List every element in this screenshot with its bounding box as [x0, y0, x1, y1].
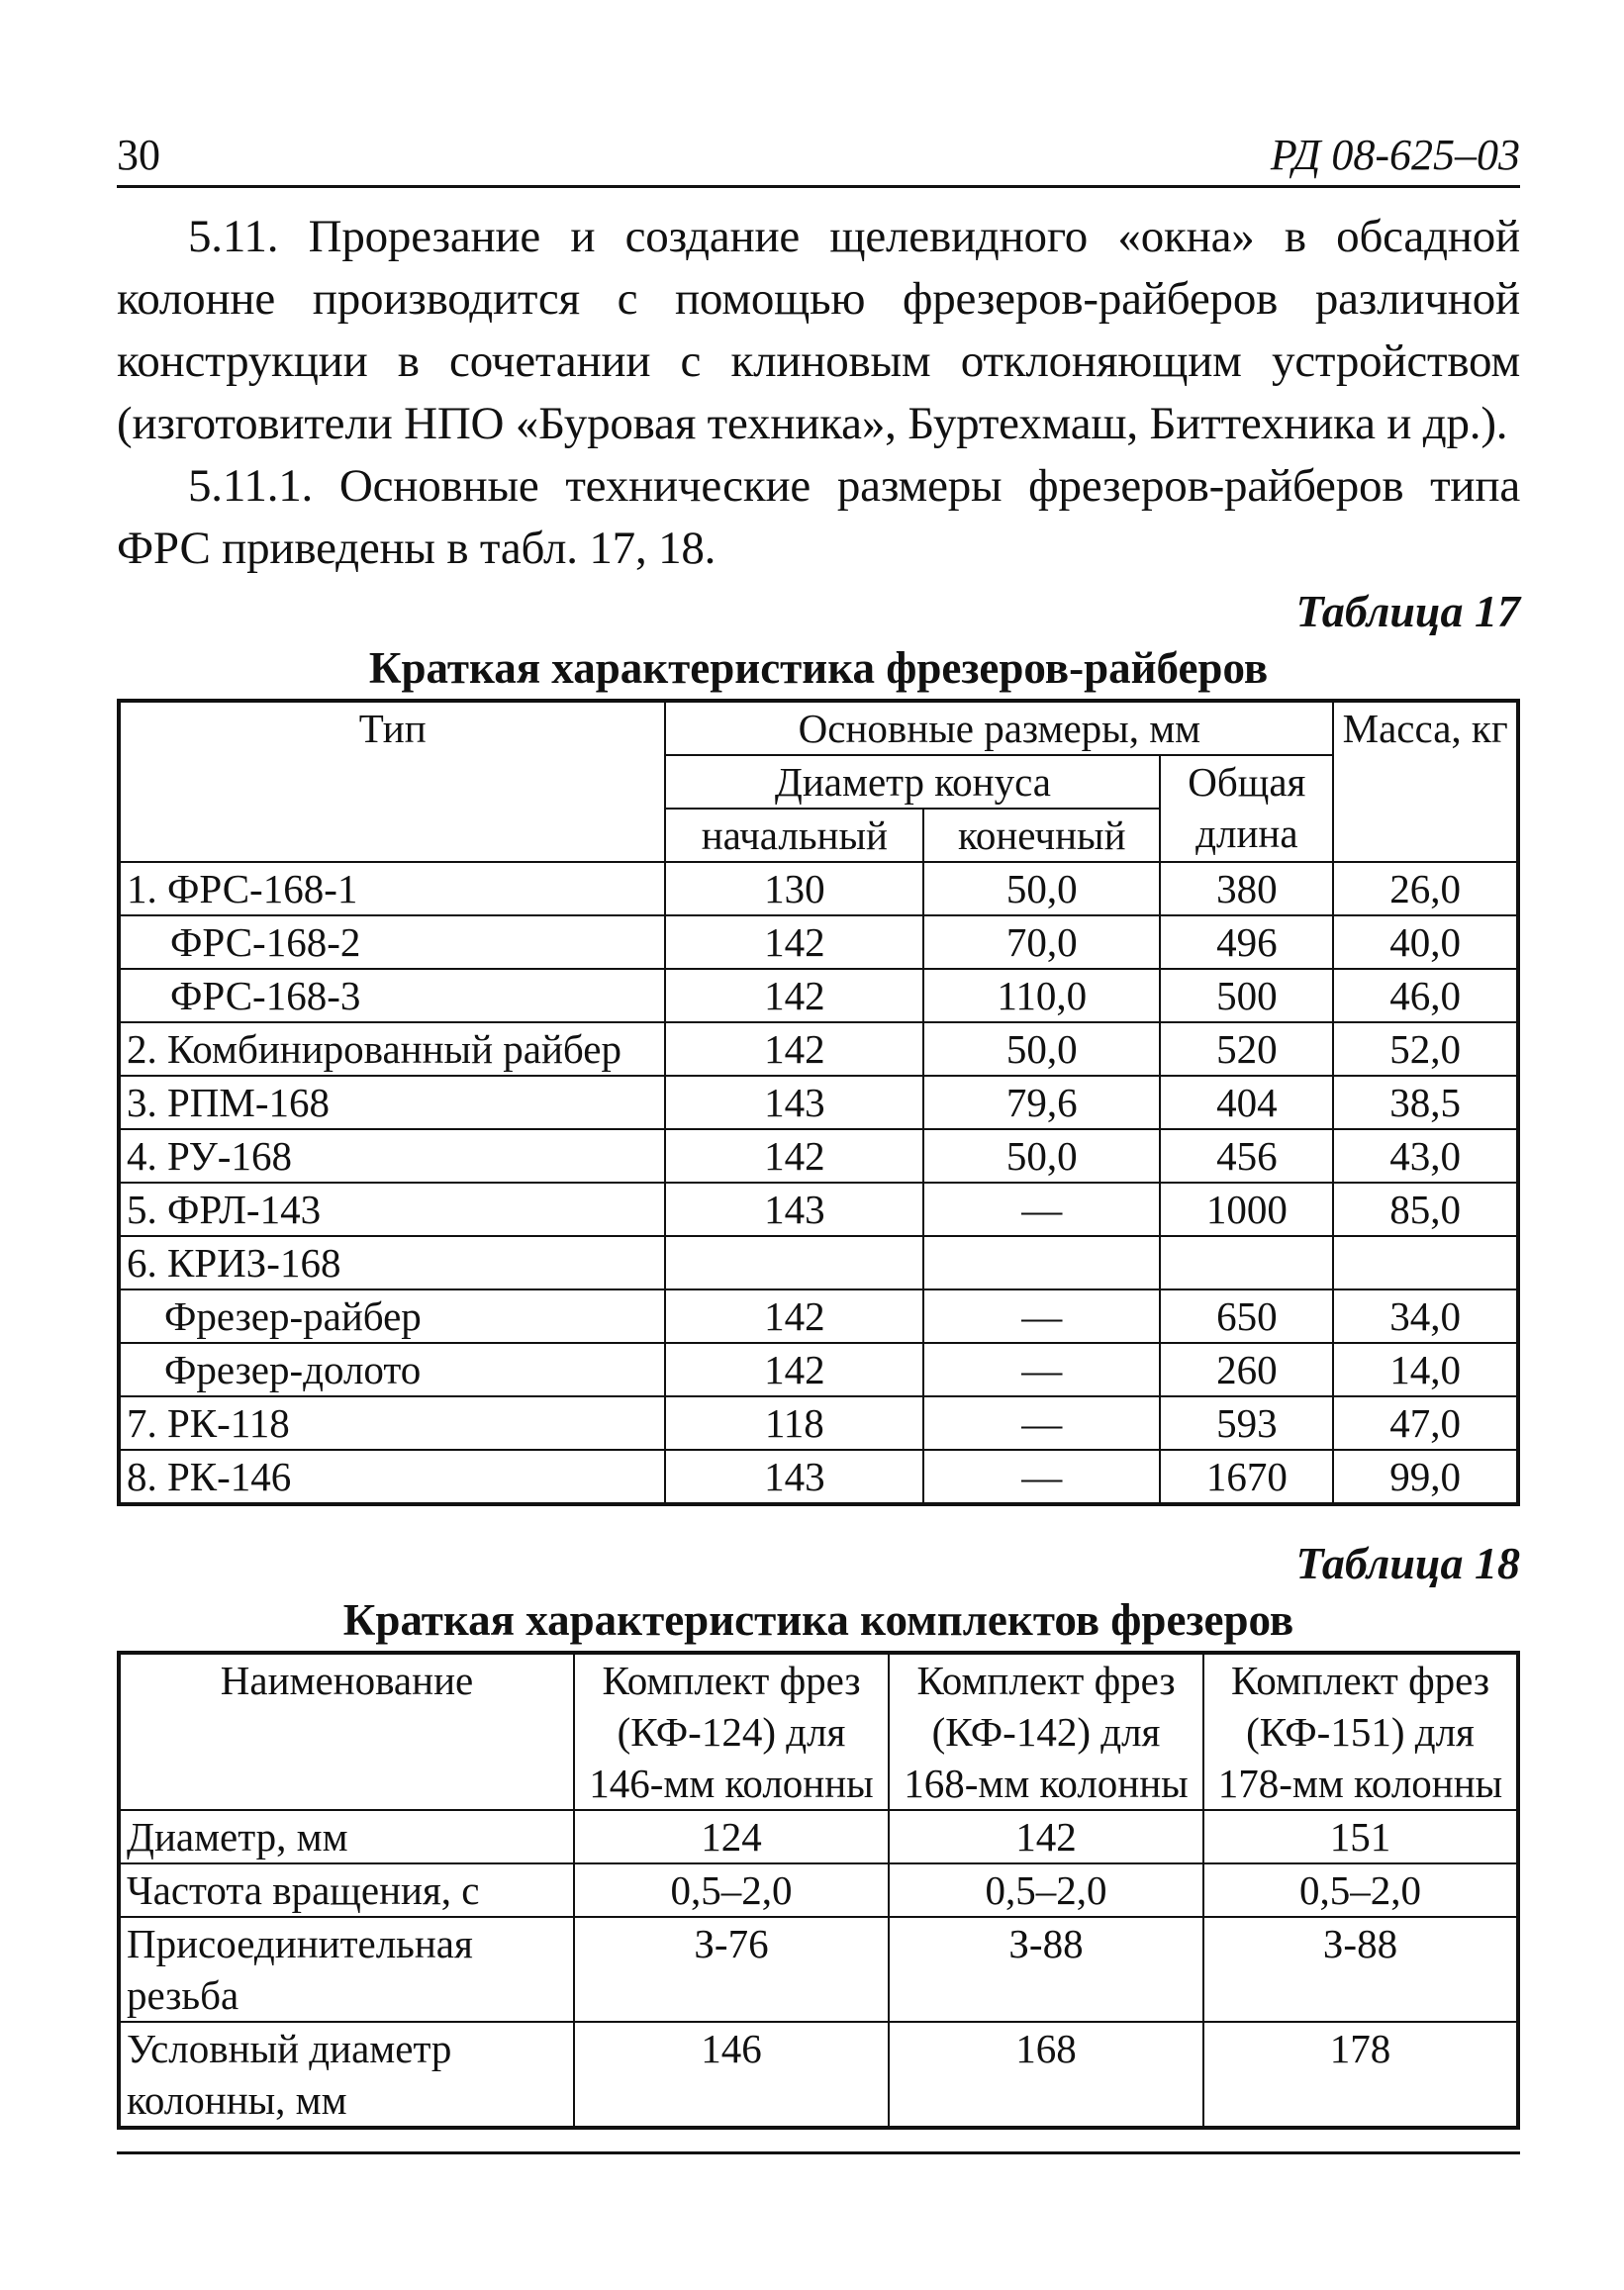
row-name: 5. ФРЛ-143	[119, 1183, 665, 1236]
cell-length: 650	[1160, 1289, 1333, 1343]
cell-final: —	[923, 1343, 1160, 1396]
cell-mass: 99,0	[1333, 1450, 1518, 1504]
table-18	[117, 1651, 1520, 2130]
table-row	[119, 1396, 1518, 1450]
table-row	[119, 1289, 1518, 1343]
header-kit-3: Комплект фрез (КФ-151) для 178-мм колонны	[1203, 1653, 1518, 1810]
cell-kit-1: 0,5–2,0	[574, 1863, 889, 1917]
table-row	[119, 1863, 1518, 1917]
header-cone-diameter: Диаметр конуса	[665, 755, 1160, 809]
cell-mass	[1333, 1236, 1518, 1289]
row-name: 3. РПМ-168	[119, 1076, 665, 1129]
cell-initial: 142	[665, 1022, 923, 1076]
cell-initial: 142	[665, 969, 923, 1022]
cell-mass: 26,0	[1333, 862, 1518, 915]
row-name: Фрезер-долото	[119, 1343, 665, 1396]
table-row	[119, 1076, 1518, 1129]
cell-final	[923, 1236, 1160, 1289]
cell-kit-1: 146	[574, 2022, 889, 2128]
cell-mass: 40,0	[1333, 915, 1518, 969]
cell-kit-3: З-88	[1203, 1917, 1518, 2022]
cell-length: 496	[1160, 915, 1333, 969]
cell-mass: 14,0	[1333, 1343, 1518, 1396]
document-id: РД 08-625–03	[1270, 131, 1520, 179]
cell-final: 110,0	[923, 969, 1160, 1022]
cell-kit-2: З-88	[889, 1917, 1203, 2022]
cell-length: 456	[1160, 1129, 1333, 1183]
table-row	[119, 915, 1518, 969]
cell-initial: 143	[665, 1183, 923, 1236]
row-name: 2. Комбинированный райбер	[119, 1022, 665, 1076]
table-row	[119, 1129, 1518, 1183]
header-kit-1: Комплект фрез (КФ-124) для 146-мм колонны	[574, 1653, 889, 1810]
page-number: 30	[117, 131, 160, 179]
cell-initial: 142	[665, 1343, 923, 1396]
cell-length: 520	[1160, 1022, 1333, 1076]
cell-mass: 46,0	[1333, 969, 1518, 1022]
row-name: Фрезер-райбер	[119, 1289, 665, 1343]
cell-initial: 118	[665, 1396, 923, 1450]
cell-final: 50,0	[923, 1022, 1160, 1076]
row-name: 7. РК-118	[119, 1396, 665, 1450]
cell-kit-2: 168	[889, 2022, 1203, 2128]
table-row	[119, 1810, 1518, 1863]
cell-mass: 47,0	[1333, 1396, 1518, 1450]
cell-initial	[665, 1236, 923, 1289]
table-row	[119, 1917, 1518, 2022]
cell-final: 50,0	[923, 862, 1160, 915]
row-name: 4. РУ-168	[119, 1129, 665, 1183]
table-18-title: Краткая характеристика комплектов фрезеров	[342, 1595, 1294, 1645]
cell-length: 404	[1160, 1076, 1333, 1129]
cell-final: —	[923, 1396, 1160, 1450]
cell-length: 260	[1160, 1343, 1333, 1396]
header-name: Наименование	[119, 1653, 574, 1810]
row-name: 8. РК-146	[119, 1450, 665, 1504]
table-17-label: Таблица 17	[1295, 586, 1520, 636]
header-initial: начальный	[665, 809, 923, 862]
header-kit-2: Комплект фрез (КФ-142) для 168-мм колонны	[889, 1653, 1203, 1810]
cell-final: 79,6	[923, 1076, 1160, 1129]
table-row	[119, 1183, 1518, 1236]
table-17	[117, 699, 1520, 1506]
header-total-length: Общая длина	[1160, 755, 1333, 862]
table-17-title: Краткая характеристика фрезеров-райберов	[368, 643, 1269, 693]
cell-final: —	[923, 1289, 1160, 1343]
table-row	[119, 1236, 1518, 1289]
paragraph-5-11: 5.11. Прорезание и создание щелевидного «окна» в обсадной колонне производится с помощью фрезеров-райберов различной конструкции в сочетании с клиновым отклоняющим устройством (изготовители НПО «Буровая техника», Буртехмаш, Биттехника и др.).	[117, 211, 1520, 449]
table-row	[119, 1022, 1518, 1076]
header-mass: Масса, кг	[1333, 701, 1518, 862]
cell-mass: 34,0	[1333, 1289, 1518, 1343]
table-row	[119, 969, 1518, 1022]
row-name: Присоединительная резьба	[119, 1917, 574, 2022]
table-18-label: Таблица 18	[1295, 1538, 1520, 1588]
cell-final: 50,0	[923, 1129, 1160, 1183]
row-name: ФРС-168-2	[119, 915, 665, 969]
cell-length: 1670	[1160, 1450, 1333, 1504]
cell-mass: 38,5	[1333, 1076, 1518, 1129]
cell-initial: 142	[665, 1289, 923, 1343]
cell-length: 500	[1160, 969, 1333, 1022]
cell-initial: 142	[665, 915, 923, 969]
cell-initial: 130	[665, 862, 923, 915]
cell-kit-1: З-76	[574, 1917, 889, 2022]
cell-kit-1: 124	[574, 1810, 889, 1863]
cell-length: 380	[1160, 862, 1333, 915]
document-page	[117, 131, 1520, 2154]
cell-mass: 52,0	[1333, 1022, 1518, 1076]
bottom-rule	[117, 2151, 1520, 2154]
cell-initial: 143	[665, 1076, 923, 1129]
header-main-sizes: Основные размеры, мм	[665, 701, 1333, 755]
cell-final: 70,0	[923, 915, 1160, 969]
cell-kit-3: 0,5–2,0	[1203, 1863, 1518, 1917]
cell-kit-2: 142	[889, 1810, 1203, 1863]
row-name: ФРС-168-3	[119, 969, 665, 1022]
row-name: Частота вращения, с	[119, 1863, 574, 1917]
row-name: Условный диаметр колонны, мм	[119, 2022, 574, 2128]
table-row	[119, 1343, 1518, 1396]
cell-length: 1000	[1160, 1183, 1333, 1236]
cell-final: —	[923, 1183, 1160, 1236]
row-name: Диаметр, мм	[119, 1810, 574, 1863]
cell-kit-3: 151	[1203, 1810, 1518, 1863]
cell-initial: 143	[665, 1450, 923, 1504]
header-type: Тип	[119, 701, 665, 862]
cell-final: —	[923, 1450, 1160, 1504]
page-header	[117, 131, 1520, 188]
cell-length	[1160, 1236, 1333, 1289]
cell-mass: 85,0	[1333, 1183, 1518, 1236]
cell-kit-3: 178	[1203, 2022, 1518, 2128]
cell-kit-2: 0,5–2,0	[889, 1863, 1203, 1917]
cell-mass: 43,0	[1333, 1129, 1518, 1183]
cell-initial: 142	[665, 1129, 923, 1183]
header-final: конечный	[923, 809, 1160, 862]
row-name: 1. ФРС-168-1	[119, 862, 665, 915]
table-row	[119, 1450, 1518, 1504]
row-name: 6. КРИЗ-168	[119, 1236, 665, 1289]
cell-length: 593	[1160, 1396, 1333, 1450]
table-row	[119, 2022, 1518, 2128]
paragraph-5-11-1: 5.11.1. Основные технические размеры фрезеров-райберов типа ФРС приведены в табл. 17, 18.	[117, 460, 1520, 574]
table-row	[119, 862, 1518, 915]
